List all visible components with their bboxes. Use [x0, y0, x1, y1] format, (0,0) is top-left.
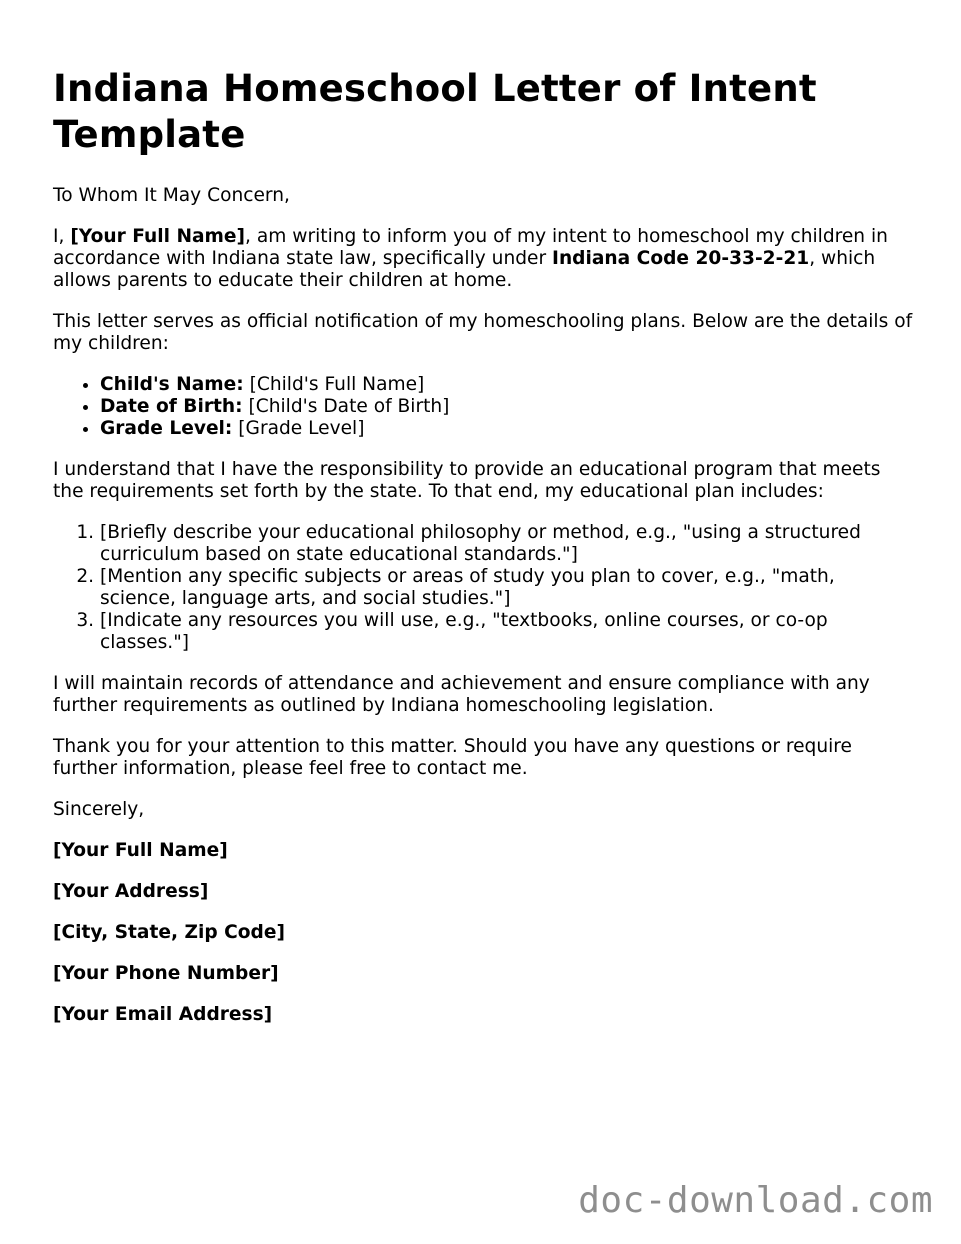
- plan-item: 1. [Briefly describe your educational philosophy or method, e.g., "using a structured curriculum based on state educational standards."]: [100, 522, 913, 566]
- plan-item: 3. [Indicate any resources you will use, e.g., "textbooks, online courses, or co-op classes."]: [100, 610, 913, 654]
- intro-text-2: , am writing to inform you of my intent to homeschool my children in accordance with Indiana state law, specifically under: [53, 226, 888, 269]
- letter-document: [53, 66, 913, 1026]
- signature-city: [City, State, Zip Code]: [53, 922, 285, 943]
- child-detail-value: [Grade Level]: [232, 418, 365, 439]
- signature-phone: [Your Phone Number]: [53, 963, 279, 984]
- child-details-list: [53, 374, 913, 440]
- signature-email: [Your Email Address]: [53, 1004, 273, 1025]
- educational-plan-list: [53, 522, 913, 654]
- child-detail-item: [100, 374, 913, 396]
- child-detail-value: [Child's Date of Birth]: [242, 396, 450, 417]
- responsibility-paragraph: I understand that I have the responsibility to provide an educational program that meets the requirements set forth by the state. To that end, my educational plan includes:: [53, 459, 881, 502]
- thanks-paragraph: Thank you for your attention to this matter. Should you have any questions or require further information, please feel free to contact me.: [53, 736, 852, 779]
- child-detail-label: Child's Name:: [100, 374, 244, 395]
- records-paragraph: I will maintain records of attendance and achievement and ensure compliance with any further requirements as outlined by Indiana homeschooling legislation.: [53, 673, 870, 716]
- signature-name: [Your Full Name]: [53, 840, 228, 861]
- intro-paragraph: [53, 226, 913, 292]
- notification-paragraph: This letter serves as official notification of my homeschooling plans. Below are the details of my children:: [53, 311, 913, 354]
- indiana-code: Indiana Code 20-33-2-21: [552, 248, 810, 269]
- signature-address: [Your Address]: [53, 881, 209, 902]
- plan-item: 2. [Mention any specific subjects or areas of study you plan to cover, e.g., "math, science, language arts, and social studies."]: [100, 566, 913, 610]
- intro-text-1: I,: [53, 226, 71, 247]
- child-detail-value: [Child's Full Name]: [243, 374, 425, 395]
- child-detail-label: Grade Level:: [100, 418, 233, 439]
- child-detail-label: Date of Birth:: [100, 396, 243, 417]
- child-detail-item: [100, 418, 913, 440]
- closing: Sincerely,: [53, 799, 145, 820]
- intro-text-3: , which allows parents to educate their children at home.: [53, 248, 876, 291]
- document-title: Indiana Homeschool Letter of Intent Template: [53, 67, 817, 156]
- child-detail-item: [100, 396, 913, 418]
- greeting: To Whom It May Concern,: [53, 185, 290, 206]
- watermark: doc-download.com: [578, 1180, 933, 1221]
- intro-name-placeholder: [Your Full Name]: [70, 226, 246, 247]
